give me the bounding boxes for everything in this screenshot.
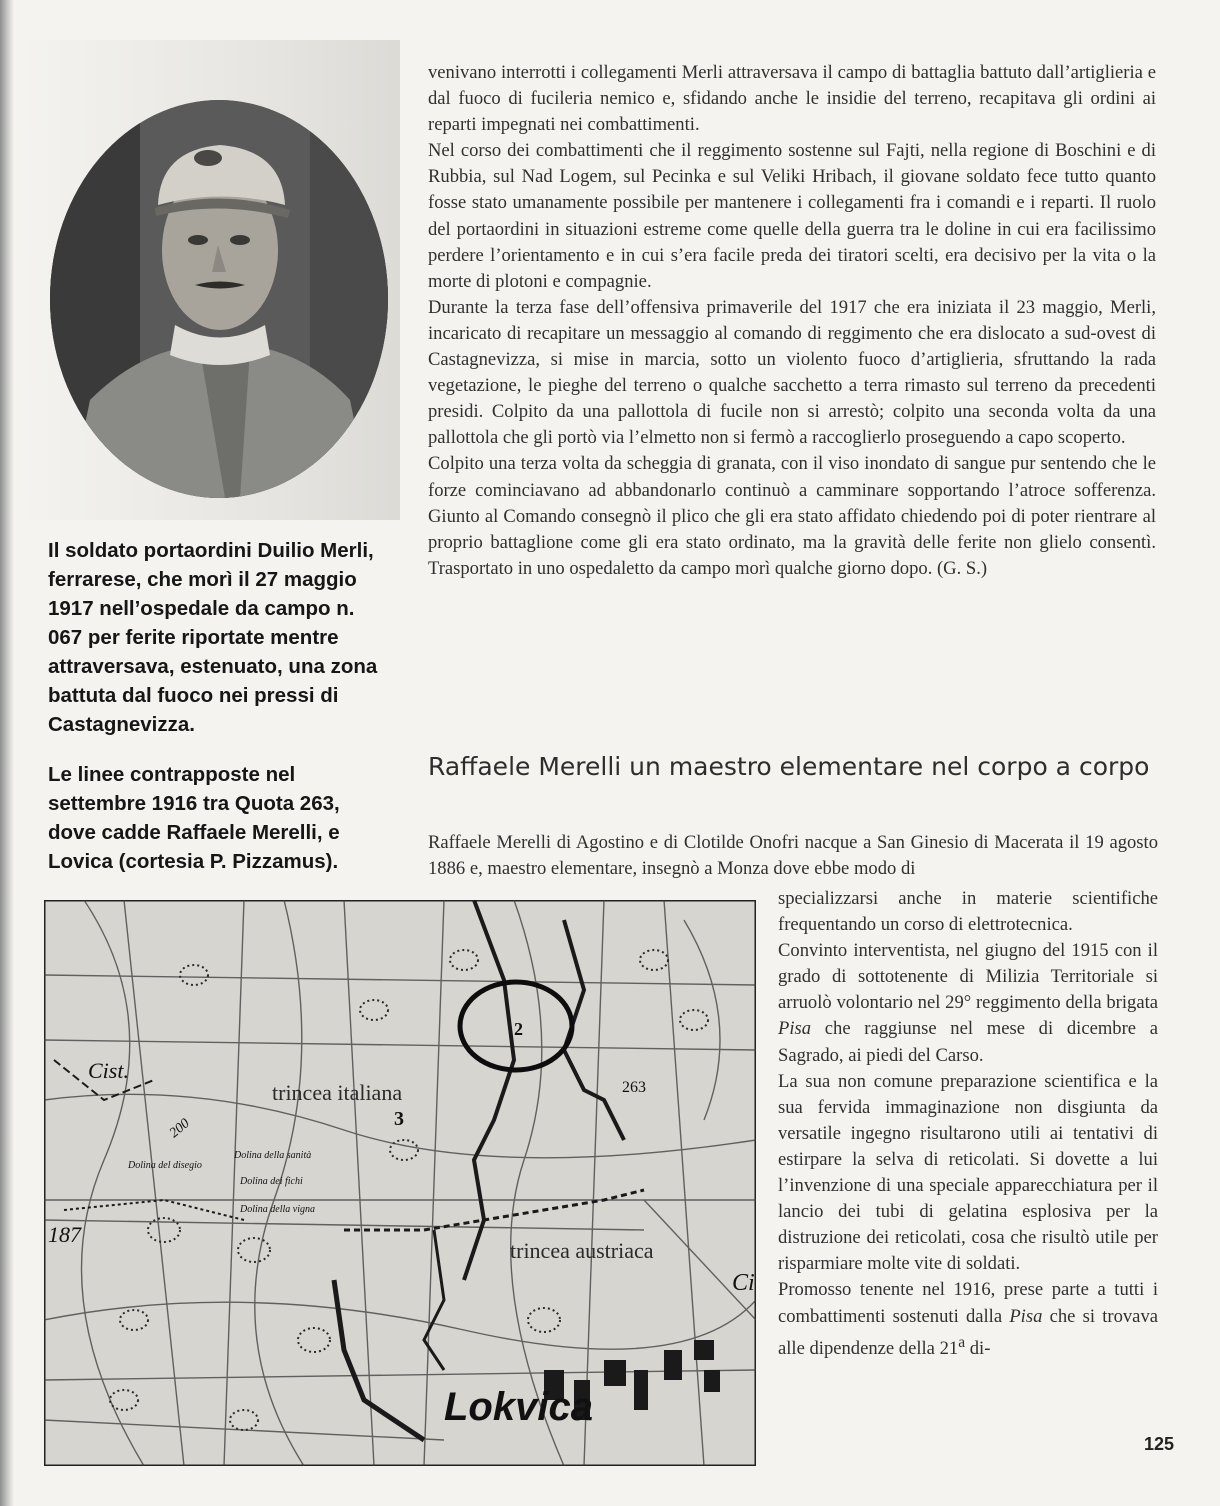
article-merelli-intro: Raffaele Merelli di Agostino e di Clotilde Onofri nacque a San Ginesio di Macerata il 19 agosto 1886 e, maestro elementare, insegnò a Monza dove ebbe modo di [428, 832, 1158, 880]
map-label-dolina-fichi: Dolina dei fichi [240, 1176, 303, 1187]
map-label-187: 187 [48, 1222, 81, 1247]
section-heading: Raffaele Merelli un maestro elementare nel corpo a corpo [428, 752, 1150, 781]
map-label-cisterna: Cist. [88, 1058, 129, 1083]
brigade-name: Pisa [778, 1018, 812, 1040]
book-spine-shadow [0, 0, 14, 1506]
article-paragraph: venivano interrotti i collegamenti Merli attraversava il campo di battaglia battuto dall’artiglieria e dal fuoco di fucileria nemico e, sfidando anche le insidie del terreno, recapitava gli ordini ai reparti impegnati nei combattimenti. [428, 62, 1156, 136]
map-label-263: 263 [622, 1079, 646, 1096]
map-label-ci: Ci [732, 1270, 755, 1296]
map-label-dolina-sanita: Dolina della sanità [234, 1150, 312, 1161]
article-merelli-column [778, 886, 1158, 1362]
article-paragraph: Colpito una terza volta da scheggia di granata, con il viso inondato di sangue pur sentendo che le forze cominciavano ad abbandonarlo continuò a camminare sopportando l’atroce sofferenza. Giunto al Comando consegnò il plico che gli era stato affidato chiedendo poi di poter rientrare al proprio battaglione come gli era stato ordinato, ma la gravità delle ferite non glielo consentì. Trasportato in uno ospedaletto da campo morì qualche giorno dopo. (G. S.) [428, 453, 1156, 579]
map-label-italian-trench: trincea italiana [272, 1080, 403, 1105]
map-label-2: 2 [514, 1019, 523, 1039]
article-paragraph: Promosso tenente nel 1916, prese parte a tutti i combattimenti sostenuti dalla Pisa che si trovava alle dipendenze della 21$^a$ di- [778, 1279, 1158, 1359]
article-merli-text [428, 60, 1156, 582]
battle-lines-map [44, 900, 756, 1466]
map-label-lokvica: Lokvica [444, 1385, 593, 1429]
map-label-dolina-disegio: Dolina del disegio [128, 1160, 202, 1171]
article-paragraph: La sua non comune preparazione scientifica e la sua fervida immaginazione non disgiunta da versatile ingegno risultarono utili ai tentativi di estirpare la selva di reticolati. Si dovette a lui l’invenzione di una speciale apparecchiatura per il lancio dei tubi di gelatina esplosiva per la distruzione dei reticolati, cosa che risultò utile per risparmiare molte vite di soldati. [778, 1070, 1158, 1275]
article-paragraph: Convinto interventista, nel giugno del 1915 con il grado di sottotenente di Milizia Territoriale si arruolò volontario nel 29° reggimento della brigata Pisa che raggiunse nel mese di dicembre a Sagrado, ai piedi del Carso. [778, 940, 1158, 1066]
map-label-austrian-trench: trincea austriaca [510, 1238, 654, 1263]
map-label-3: 3 [394, 1108, 404, 1130]
portrait-photo-duilio-merli [50, 100, 388, 498]
map-label-200: 200 [166, 1116, 193, 1142]
article-paragraph: Nel corso dei combattimenti che il reggimento sostenne sul Fajti, nella regione di Boschini e di Rubbia, sul Nad Logem, sul Pecinka e sul Veliki Hribach, il giovane soldato fece tutto quanto fosse stato umanamente possibile per mantenere i collegamenti fra i comandi e i reparti. Il ruolo del portaordini in situazioni estreme come quelle della guerra tra le doline in cui era facilissimo perdere l’orientamento e in cui s’era facile preda dei tiratori scelti, era decisivo per la vita o la morte di plotoni e compagnie. [428, 140, 1156, 292]
article-paragraph: specializzarsi anche in materie scientifiche frequentando un corso di elettrotecnica. [778, 888, 1158, 936]
caption-map: Le linee contrapposte nel settembre 1916 tra Quota 263, dove cadde Raffaele Merelli, e Lovica (cortesia P. Pizzamus). [48, 763, 340, 873]
map-label-dolina-vigna: Dolina della vigna [240, 1204, 315, 1215]
caption-soldier-photo: Il soldato portaordini Duilio Merli, ferrarese, che morì il 27 maggio 1917 nell’ospedale da campo n. 067 per ferite riportate mentre attraversava, estenuato, una zona battuta dal fuoco nei pressi di Castagnevizza. [48, 539, 378, 736]
page-number: 125 [1144, 1434, 1175, 1454]
article-paragraph: Durante la terza fase dell’offensiva primaverile del 1917 che era iniziata il 23 maggio, Merli, incaricato di recapitare un messaggio al comando di reggimento che era dislocato a sud-ovest di Castagnevizza, si mise in marcia, sotto un violento fuoco d’artiglieria, sfruttando la rada vegetazione, le pieghe del terreno o qualche sacchetto a terra rimasto sul terreno da precedenti presidi. Colpito da una pallottola di fucile non si arrestò; colpito una seconda volta da una pallottola che gli portò via l’elmetto non si fermò a raccoglierlo proseguendo a capo scoperto. [428, 296, 1156, 449]
brigade-name: Pisa [1009, 1305, 1043, 1327]
